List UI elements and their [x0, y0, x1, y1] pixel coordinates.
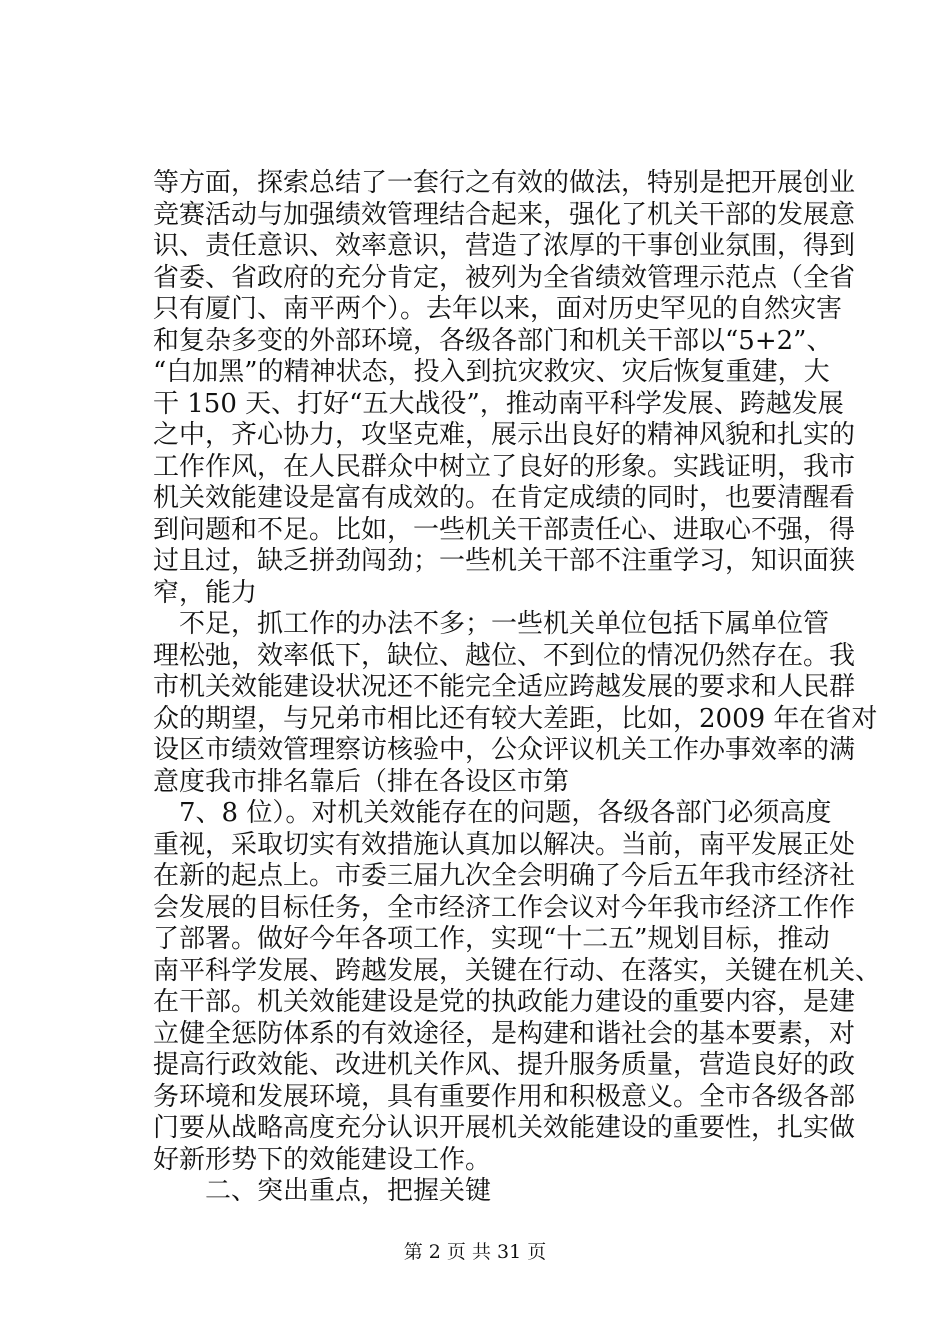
body-text-line: 竞赛活动与加强绩效管理结合起来，强化了机关干部的发展意 [153, 200, 856, 230]
body-text-line: 众的期望，与兄弟市相比还有较大差距，比如，2009 年在省对 [153, 704, 878, 734]
body-text-line: 等方面，探索总结了一套行之有效的做法，特别是把开展创业 [153, 168, 856, 198]
body-text-line: 工作作风，在人民群众中树立了良好的形象。实践证明，我市 [153, 452, 856, 482]
body-text-line: 到问题和不足。比如，一些机关干部责任心、进取心不强，得 [153, 515, 856, 545]
body-text-line: 只有厦门、南平两个）。去年以来，面对历史罕见的自然灾害 [153, 294, 843, 324]
body-text-line: 门要从战略高度充分认识开展机关效能建设的重要性，扎实做 [153, 1113, 856, 1143]
body-text-line: 南平科学发展、跨越发展，关键在行动、在落实，关键在机关、 [153, 956, 882, 986]
body-text-line: 之中，齐心协力，攻坚克难，展示出良好的精神风貌和扎实的 [153, 420, 856, 450]
body-text-line: 市机关效能建设状况还不能完全适应跨越发展的要求和人民群 [153, 672, 856, 702]
body-text-line: 立健全惩防体系的有效途径，是构建和谐社会的基本要素，对 [153, 1019, 856, 1049]
body-text-line: 好新形势下的效能建设工作。 [153, 1145, 492, 1175]
body-text-line: 设区市绩效管理察访核验中，公众评议机关工作办事效率的满 [153, 735, 856, 765]
body-text-line: 了部署。做好今年各项工作，实现“十二五”规划目标，推动 [153, 924, 830, 954]
body-text-line: 理松弛，效率低下，缺位、越位、不到位的情况仍然存在。我 [153, 641, 856, 671]
page-number-footer: 第 2 页 共 31 页 [403, 1241, 547, 1263]
body-text-line: “白加黑”的精神状态，投入到抗灾救灾、灾后恢复重建，大 [153, 357, 830, 387]
body-text-line: 窄，能力 [153, 578, 258, 608]
body-text-line: 在新的起点上。市委三届九次全会明确了今后五年我市经济社 [153, 861, 856, 891]
body-text-line: 7、8 位）。对机关效能存在的问题，各级各部门必须高度 [153, 798, 832, 828]
body-text-line: 提高行政效能、改进机关作风、提升服务质量，营造良好的政 [153, 1050, 856, 1080]
body-text-line: 重视，采取切实有效措施认真加以解决。当前，南平发展正处 [153, 830, 856, 860]
body-text-line: 过且过，缺乏拼劲闯劲；一些机关干部不注重学习，知识面狭 [153, 546, 856, 576]
section-heading: 二、突出重点，把握关键 [153, 1176, 492, 1206]
body-text-line: 会发展的目标任务，全市经济工作会议对今年我市经济工作作 [153, 893, 856, 923]
body-text-line: 干 150 天、打好“五大战役”，推动南平科学发展、跨越发展 [153, 389, 844, 419]
body-text-line: 省委、省政府的充分肯定，被列为全省绩效管理示范点（全省 [153, 263, 856, 293]
body-text-line: 在干部。机关效能建设是党的执政能力建设的重要内容，是建 [153, 987, 856, 1017]
body-text-line: 机关效能建设是富有成效的。在肯定成绩的同时，也要清醒看 [153, 483, 856, 513]
body-text-line: 和复杂多变的外部环境，各级各部门和机关干部以“5+2”、 [153, 326, 833, 356]
body-text-line: 不足，抓工作的办法不多；一些机关单位包括下属单位管 [153, 609, 830, 639]
body-text-line: 意度我市排名靠后（排在各设区市第 [153, 767, 570, 797]
body-text-line: 务环境和发展环境，具有重要作用和积极意义。全市各级各部 [153, 1082, 856, 1112]
body-text-line: 识、责任意识、效率意识，营造了浓厚的干事创业氛围，得到 [153, 231, 856, 261]
